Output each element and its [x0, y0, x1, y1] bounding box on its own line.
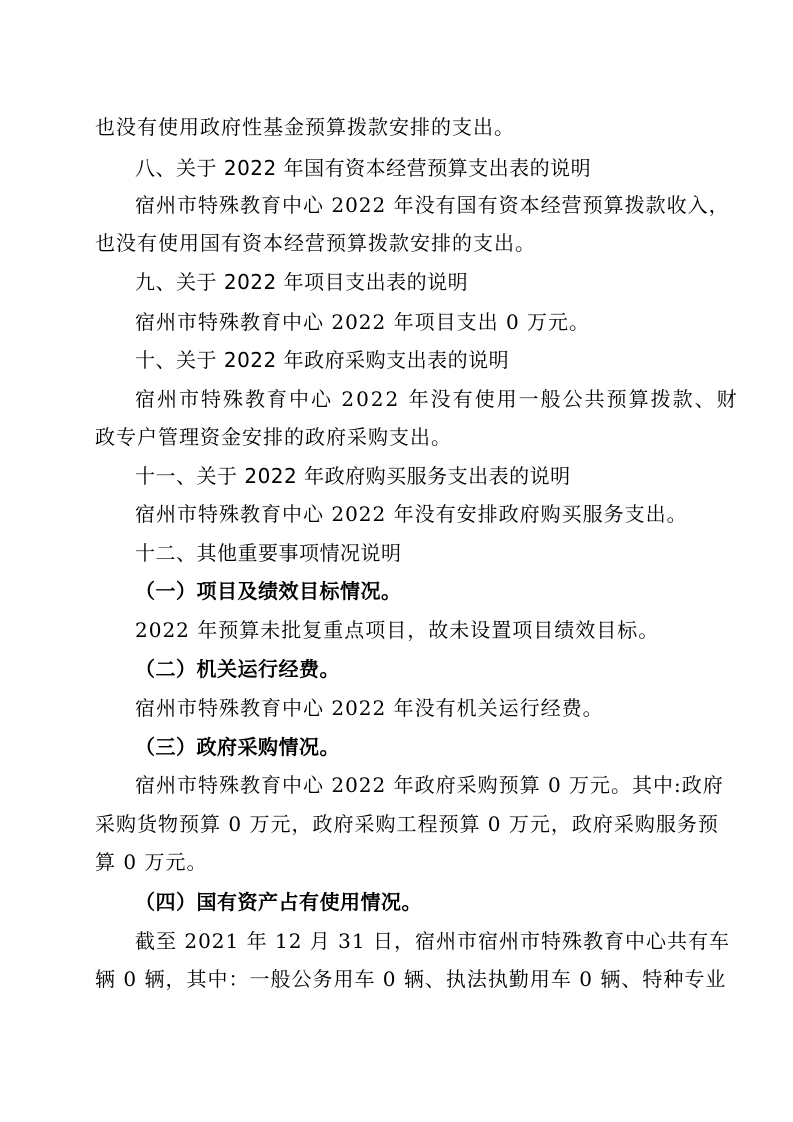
body-text-line: 宿州市特殊教育中心 2022 年没有使用一般公共预算拨款、财 [135, 387, 739, 411]
body-text-line: 宿州市特殊教育中心 2022 年项目支出 0 万元。 [135, 310, 591, 334]
subsection-heading-4: （四）国有资产占有使用情况。 [135, 890, 422, 914]
section-heading-11: 十一、关于 2022 年政府购买服务支出表的说明 [135, 464, 571, 488]
subsection-heading-1: （一）项目及绩效目标情况。 [135, 579, 402, 603]
body-text-line: 宿州市特殊教育中心 2022 年政府采购预算 0 万元。其中:政府 [135, 773, 724, 797]
body-text-line: 宿州市特殊教育中心 2022 年没有安排政府购买服务支出。 [135, 502, 688, 526]
body-text-line: 算 0 万元。 [95, 850, 208, 874]
body-text-line: 也没有使用政府性基金预算拨款安排的支出。 [95, 115, 515, 139]
section-heading-12: 十二、其他重要事项情况说明 [135, 541, 402, 565]
body-text-line: 也没有使用国有资本经营预算拨款安排的支出。 [95, 231, 536, 255]
subsection-heading-2: （二）机关运行经费。 [135, 657, 340, 681]
subsection-heading-3: （三）政府采购情况。 [135, 735, 340, 759]
body-text-line: 截至 2021 年 12 月 31 日，宿州市宿州市特殊教育中心共有车 [135, 929, 730, 953]
body-text-line: 宿州市特殊教育中心 2022 年没有机关运行经费。 [135, 696, 604, 720]
section-heading-8: 八、关于 2022 年国有资本经营预算支出表的说明 [135, 156, 592, 180]
body-text-line: 辆 0 辆，其中：一般公务用车 0 辆、执法执勤用车 0 辆、特种专业 [95, 967, 727, 991]
section-heading-9: 九、关于 2022 年项目支出表的说明 [135, 270, 469, 294]
body-text-line: 政专户管理资金安排的政府采购支出。 [95, 425, 452, 449]
section-heading-10: 十、关于 2022 年政府采购支出表的说明 [135, 348, 510, 372]
body-text-line: 采购货物预算 0 万元，政府采购工程预算 0 万元，政府采购服务预 [95, 812, 719, 836]
body-text-line: 宿州市特殊教育中心 2022 年没有国有资本经营预算拨款收入， [135, 193, 730, 217]
body-text-line: 2022 年预算未批复重点项目，故未设置项目绩效目标。 [135, 618, 660, 642]
